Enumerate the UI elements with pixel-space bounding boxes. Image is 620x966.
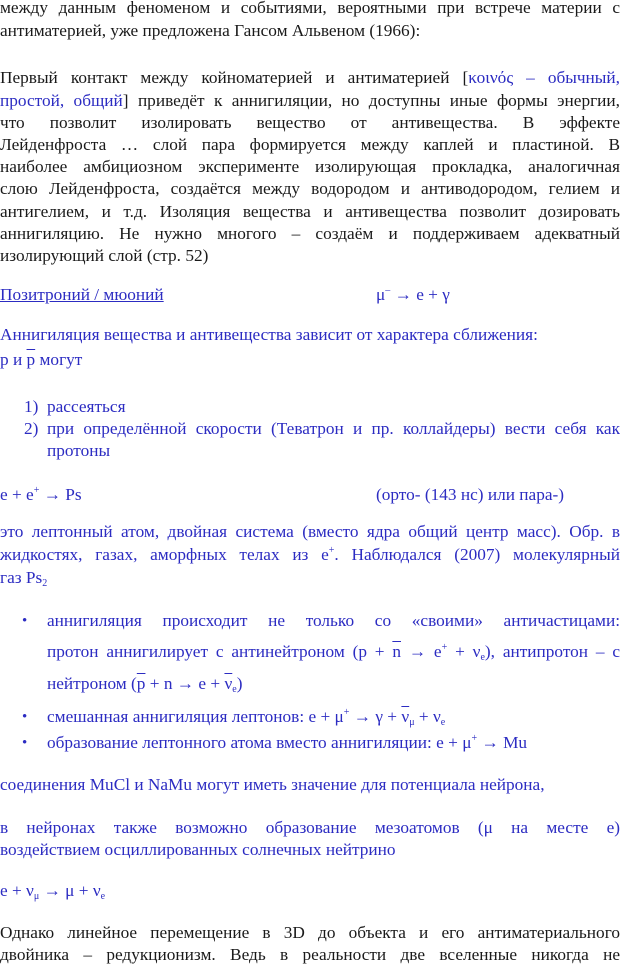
positronium-row	[0, 285, 620, 305]
text-line: аннигиляцию. Не нужно многого – создаём и поддерживаем адекватный	[0, 224, 620, 243]
text-span: → e	[401, 642, 442, 661]
text-line: антигелием, и т.д. Изоляция вещества и антивещества позволит дозировать	[0, 202, 620, 221]
text-span: нейтроном (	[47, 674, 137, 693]
text-line	[0, 545, 620, 565]
antiproton-symbol: $\overline{p}$	[26, 350, 36, 369]
text-line: наиболее амбициозном эксперименте изолирующая прокладка, аналогичная	[0, 157, 620, 176]
charge-sup: +	[33, 485, 40, 496]
mu-symbol: μ	[376, 285, 386, 304]
text-span: + n → e +	[145, 674, 225, 693]
equation-row	[0, 881, 620, 901]
text-span: образование лептонного атома вместо аннигиляции: e + μ	[47, 733, 472, 752]
bullet-icon: •	[22, 709, 28, 725]
list-number: 1)	[24, 397, 39, 416]
text-span: ] приведёт к аннигиляции, но доступны иные формы энергии,	[122, 91, 620, 110]
text-span: → γ +	[349, 707, 402, 726]
text-span: жидкостях, газах, аморфных телах из e	[0, 545, 329, 564]
bullet-text	[47, 674, 620, 694]
bullet-icon: •	[22, 735, 28, 751]
charge-sup: –	[385, 285, 391, 296]
text-line: изолирующий слой (стр. 52)	[0, 246, 209, 265]
text-span: )	[236, 674, 243, 693]
list-item-text: при определённой скорости (Теватрон и пр. коллайдеры) вести себя как	[47, 419, 620, 438]
section-heading: Аннигиляция вещества и антивещества зависит от характера сближения:	[0, 325, 538, 344]
text-line: это лептонный атом, двойная система (вместо ядра общий центр масс). Обр. в	[0, 522, 620, 541]
positronium-link[interactable]: Позитроний / мюоний	[0, 285, 164, 304]
subscript: e	[100, 891, 106, 902]
text-line: что позволит изолировать вещество от антивещества. В эффекте	[0, 113, 620, 132]
charge-sup: +	[441, 642, 448, 653]
muon-formula	[376, 285, 450, 305]
text-span: и	[8, 350, 27, 369]
list-item-text: рассеяться	[47, 397, 126, 416]
equation-text: e + e	[0, 485, 34, 504]
text-span: газ Ps	[0, 568, 43, 587]
text-line: воздействием осциллированных солнечных нейтрино	[0, 840, 396, 859]
equation-text: → Ps	[39, 485, 82, 504]
bullet-text	[47, 642, 620, 662]
subscript: e	[480, 652, 485, 663]
text-line	[0, 350, 620, 370]
text-span: могут	[35, 350, 83, 369]
text-span: протон аннигилирует с антинейтроном (p +	[47, 642, 393, 661]
bullet-text	[47, 733, 620, 753]
text-span: → Mu	[477, 733, 528, 752]
formula-text: → e + γ	[390, 285, 450, 304]
antineutrino-symbol: $\overline{\nu}$	[401, 707, 410, 726]
text-line: Лейденфроста … слой пара формируется между каплей и пластиной. В	[0, 135, 620, 154]
equation-text: e + ν	[0, 881, 34, 900]
list-item-text: протоны	[47, 441, 111, 460]
text-span: p	[0, 350, 9, 369]
bullet-text: аннигиляция происходит не только со «своими» античастицами:	[47, 611, 620, 630]
charge-sup: +	[471, 733, 478, 744]
subscript: μ	[33, 891, 40, 902]
antineutron-symbol: $\overline{n}$	[392, 642, 401, 661]
subscript: μ	[409, 717, 415, 728]
list-number: 2)	[24, 419, 39, 438]
text-line	[0, 68, 620, 88]
text-line: соединения MuCl и NaMu могут иметь значение для потенциала нейрона,	[0, 775, 545, 794]
text-span: смешанная аннигиляция лептонов: e + μ	[47, 707, 344, 726]
equation-text: → μ + ν	[39, 881, 101, 900]
antineutrino-symbol: $\overline{\nu}$	[224, 674, 233, 693]
subscript: 2	[42, 578, 48, 589]
antiproton-symbol: $\overline{p}$	[136, 674, 146, 693]
text-span: + ν	[414, 707, 441, 726]
equation-note: (орто- (143 нс) или пара-)	[376, 485, 565, 504]
text-line	[0, 91, 620, 111]
text-line: Однако линейное перемещение в 3D до объекта и его антиматериального	[0, 923, 620, 942]
subscript: e	[232, 684, 237, 695]
term-translation: простой, общий	[0, 91, 123, 110]
text-line: в нейронах также возможно образование мезоатомов (μ на месте e)	[0, 818, 620, 837]
bullet-text	[47, 707, 620, 727]
bullet-icon: •	[22, 613, 28, 629]
text-line: между данным феноменом и событиями, вероятными при встрече материи с	[0, 0, 620, 17]
text-line: слою Лейденфроста, создаётся между водородом и антиводородом, гелием и	[0, 179, 620, 198]
text-span: + ν	[447, 642, 481, 661]
equation-row	[0, 485, 620, 505]
text-span: . Наблюдался (2007) молекулярный	[334, 545, 620, 564]
charge-sup: +	[328, 545, 335, 556]
text-span: ), антипротон – с	[484, 642, 620, 661]
text-line: антиматерией, уже предложена Гансом Альвеном (1966):	[0, 21, 421, 40]
text-line	[0, 568, 620, 588]
subscript: e	[440, 717, 446, 728]
greek-term-link: κοινός – обычный,	[468, 68, 620, 87]
text-span: Первый контакт между койноматерией и антиматерией [	[0, 68, 469, 87]
text-line: двойника – редукционизм. Ведь в реальности две вселенные никогда не	[0, 945, 620, 964]
charge-sup: +	[343, 707, 350, 718]
